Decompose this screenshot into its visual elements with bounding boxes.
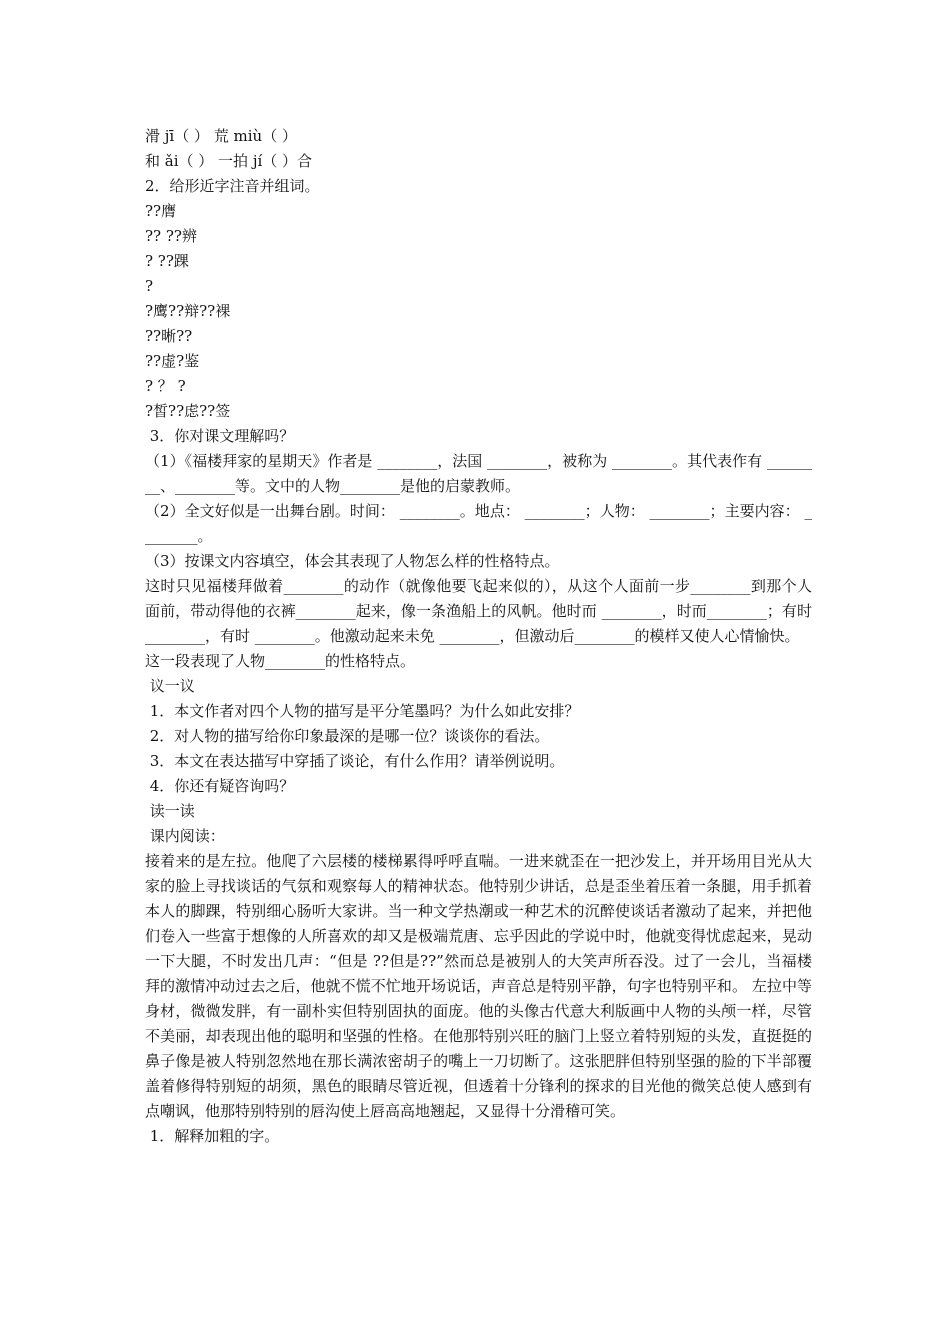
question-2-heading: 2．给形近字注音并组词。 <box>145 177 320 195</box>
char-line-4: ? <box>145 277 154 295</box>
question-3-1: （1）《福楼拜家的星期天》作者是 ________，法国 ________，被称为 ________。其代表作有 ________、________等。文中的人物________是他的启蒙教师。 <box>145 452 812 495</box>
discuss-question-2: 2．对人物的描写给你印象最深的是哪一位？谈谈你的看法。 <box>145 727 550 745</box>
char-line-6: ??晰?? <box>145 327 193 345</box>
char-line-2: ?? ??辨 <box>145 227 197 245</box>
fill-in-passage: 这时只见福楼拜做着________的动作（就像他要飞起来似的），从这个人面前一步________到那个人面前，带动得他的衣裤________起来，像一条渔船上的风帆。他时而 ________，时而________；有时________，有时 ________。他激动起来未免 ________，但激动后________的模样又使人心情愉快。 <box>145 577 812 645</box>
in-class-reading-label: 课内阅读： <box>145 827 225 845</box>
discuss-question-3: 3．本文在表达描写中穿插了谈论，有什么作用？请举例说明。 <box>145 752 565 770</box>
question-3-heading: 3．你对课文理解吗？ <box>145 427 295 445</box>
pinyin-line-2: 和 ǎi（ ） 一拍 jí（ ）合 <box>145 152 313 170</box>
discuss-heading: 议一议 <box>145 677 195 695</box>
char-line-9: ?皙??虑??签 <box>145 402 231 420</box>
char-line-8: ? ？ ? <box>145 377 186 395</box>
char-line-5: ?鹰??辩??裸 <box>145 302 231 320</box>
question-3-3: （3）按课文内容填空，体会其表现了人物怎么样的性格特点。 <box>145 552 560 570</box>
discuss-question-1: 1．本文作者对四个人物的描写是平分笔墨吗？为什么如此安排？ <box>145 702 580 720</box>
read-heading: 读一读 <box>145 802 195 820</box>
character-trait-line: 这一段表现了人物________的性格特点。 <box>145 652 416 670</box>
char-line-7: ??虚?鉴 <box>145 352 200 370</box>
document-content <box>145 124 812 1149</box>
reading-passage: 接着来的是左拉。他爬了六层楼的楼梯累得呼呼直喘。一进来就歪在一把沙发上，并开场用目光从大家的脸上寻找谈话的气氛和观察每人的精神状态。他特别少讲话，总是歪坐着压着一条腿，用手抓着本人的脚踝，特别细心肠听大家讲。当一种文学热潮或一种艺术的沉醉使谈话者激动了起来，并把他们卷入一些富于想像的人所喜欢的却又是极端荒唐、忘乎因此的学说中时，他就变得忧虑起来，晃动一下大腿，不时发出几声：“但是 ??但是??”然而总是被别人的大笑声所吞没。过了一会儿，当福楼拜的激情冲动过去之后，他就不慌不忙地开场说话，声音总是特别平静，句字也特别平和。 左拉中等身材，微微发胖，有一副朴实但特别固执的面庞。他的头像古代意大利版画中人物的头颅一样，尽管不美丽，却表现出他的聪明和坚强的性格。在他那特别兴旺的脑门上竖立着特别短的头发，直挺挺的鼻子像是被人特别忽然地在那长满浓密胡子的嘴上一刀切断了。这张肥胖但特别坚强的脸的下半部覆盖着修得特别短的胡须，黑色的眼睛尽管近视，但透着十分锋利的探求的目光他的微笑总使人感到有点嘲讽，他那特别特别的唇沟使上唇高高地翘起，又显得十分滑稽可笑。 <box>145 852 812 1120</box>
char-line-1: ??膺 <box>145 202 177 220</box>
question-3-2: （2）全文好似是一出舞台剧。时间： ________。地点： ________；人物： ________；主要内容： ________。 <box>145 502 812 545</box>
pinyin-line-1: 滑 jī（ ） 荒 miù（ ） <box>145 127 297 145</box>
char-line-3: ? ??踝 <box>145 252 189 270</box>
discuss-question-4: 4．你还有疑咨询吗？ <box>145 777 295 795</box>
explain-bold-question: 1．解释加粗的字。 <box>145 1127 280 1145</box>
